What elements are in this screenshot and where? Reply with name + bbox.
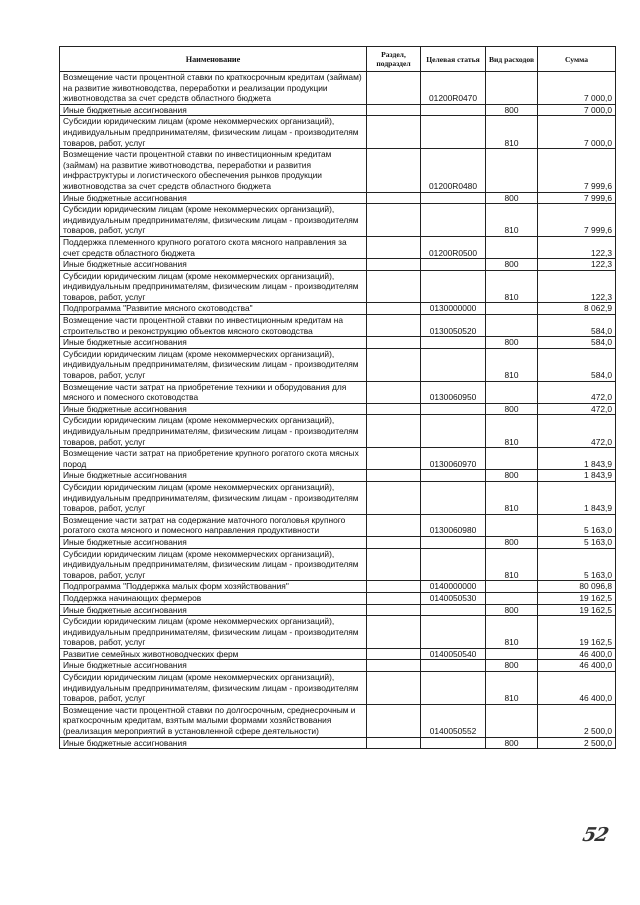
row-expense-type: 810 [486,348,538,381]
row-section [367,536,421,548]
row-amount: 7 999,6 [538,149,616,192]
row-target [421,192,486,204]
row-target [421,604,486,616]
row-expense-type: 810 [486,672,538,705]
row-name: Иные бюджетные ассигнования [60,259,367,271]
table-row [60,116,616,149]
row-name: Иные бюджетные ассигнования [60,337,367,349]
row-target: 01200R0480 [421,149,486,192]
row-section [367,315,421,337]
row-amount: 5 163,0 [538,514,616,536]
table-row [60,381,616,403]
row-name: Иные бюджетные ассигнования [60,660,367,672]
row-amount: 7 000,0 [538,72,616,105]
row-target [421,672,486,705]
row-target [421,259,486,271]
row-expense-type [486,303,538,315]
row-target [421,536,486,548]
row-name: Субсидии юридическим лицам (кроме некоммерческих организаций), индивидуальным предпринимателям, физическим лицам - производителям товаров, работ, услуг [60,548,367,581]
table-row [60,149,616,192]
table-row [60,303,616,315]
table-row [60,104,616,116]
row-target [421,270,486,303]
row-name: Иные бюджетные ассигнования [60,104,367,116]
row-section [367,149,421,192]
row-expense-type: 800 [486,192,538,204]
row-expense-type: 810 [486,204,538,237]
row-expense-type: 810 [486,116,538,149]
row-section [367,259,421,271]
row-name: Субсидии юридическим лицам (кроме некоммерческих организаций), индивидуальным предпринимателям, физическим лицам - производителям товаров, работ, услуг [60,204,367,237]
table-row [60,204,616,237]
row-target: 0130060980 [421,514,486,536]
table-body [60,72,616,749]
row-section [367,348,421,381]
table-row [60,403,616,415]
row-name: Иные бюджетные ассигнования [60,403,367,415]
table-row [60,481,616,514]
row-target [421,737,486,749]
budget-table [59,46,616,749]
table-row [60,536,616,548]
row-name: Возмещение части процентной ставки по инвестиционным кредитам на строительство и реконструкцию объектов мясного скотоводства [60,315,367,337]
row-expense-type: 800 [486,337,538,349]
row-target [421,415,486,448]
row-name: Иные бюджетные ассигнования [60,604,367,616]
row-amount: 7 999,6 [538,192,616,204]
row-target [421,616,486,649]
row-section [367,737,421,749]
row-amount: 584,0 [538,337,616,349]
row-amount: 2 500,0 [538,704,616,737]
header-row [60,47,616,72]
header-name: Наименование [60,47,367,72]
row-amount: 80 096,8 [538,581,616,593]
row-expense-type [486,315,538,337]
table-row [60,592,616,604]
row-section [367,548,421,581]
row-section [367,604,421,616]
row-section [367,204,421,237]
row-amount: 19 162,5 [538,592,616,604]
table-row [60,337,616,349]
row-expense-type [486,581,538,593]
row-expense-type: 800 [486,403,538,415]
row-amount: 2 500,0 [538,737,616,749]
row-section [367,236,421,258]
table-row [60,348,616,381]
row-target: 0140050552 [421,704,486,737]
table-row [60,415,616,448]
row-section [367,448,421,470]
row-name: Субсидии юридическим лицам (кроме некоммерческих организаций), индивидуальным предпринимателям, физическим лицам - производителям товаров, работ, услуг [60,116,367,149]
table-row [60,604,616,616]
row-section [367,403,421,415]
row-section [367,192,421,204]
row-section [367,337,421,349]
row-target [421,104,486,116]
row-section [367,581,421,593]
row-name: Возмещение части затрат на содержание маточного поголовья крупного рогатого скота мясного и помесного направления продуктивности [60,514,367,536]
row-section [367,672,421,705]
row-section [367,303,421,315]
row-name: Субсидии юридическим лицам (кроме некоммерческих организаций), индивидуальным предпринимателям, физическим лицам - производителям товаров, работ, услуг [60,616,367,649]
table-row [60,737,616,749]
table-row [60,660,616,672]
row-section [367,481,421,514]
row-name: Поддержка племенного крупного рогатого скота мясного направления за счет средств областного бюджета [60,236,367,258]
row-section [367,470,421,482]
row-section [367,116,421,149]
header-target: Целевая статья [421,47,486,72]
row-name: Иные бюджетные ассигнования [60,192,367,204]
row-name: Субсидии юридическим лицам (кроме некоммерческих организаций), индивидуальным предпринимателям, физическим лицам - производителям товаров, работ, услуг [60,270,367,303]
row-section [367,616,421,649]
row-amount: 584,0 [538,315,616,337]
row-amount: 5 163,0 [538,536,616,548]
row-amount: 46 400,0 [538,648,616,660]
row-target: 0130060950 [421,381,486,403]
row-target: 0140050540 [421,648,486,660]
row-amount: 122,3 [538,270,616,303]
row-expense-type: 810 [486,481,538,514]
table-row [60,270,616,303]
row-amount: 7 999,6 [538,204,616,237]
table-row [60,672,616,705]
row-section [367,104,421,116]
table-row [60,448,616,470]
row-expense-type: 800 [486,104,538,116]
row-expense-type: 800 [486,660,538,672]
row-amount: 46 400,0 [538,660,616,672]
page-number-handwritten: 52 [580,824,610,846]
row-section [367,592,421,604]
row-section [367,415,421,448]
row-name: Возмещение части затрат на приобретение техники и оборудования для мясного и помесного скотоводства [60,381,367,403]
row-name: Подпрограмма "Поддержка малых форм хозяйствования" [60,581,367,593]
row-name: Подпрограмма "Развитие мясного скотоводства" [60,303,367,315]
row-target [421,116,486,149]
row-section [367,270,421,303]
table-row [60,315,616,337]
row-target: 0140000000 [421,581,486,593]
row-target [421,204,486,237]
row-expense-type [486,592,538,604]
row-expense-type: 810 [486,616,538,649]
row-amount: 19 162,5 [538,616,616,649]
row-target [421,470,486,482]
row-target: 01200R0470 [421,72,486,105]
table-row [60,616,616,649]
row-amount: 1 843,9 [538,470,616,482]
row-amount: 472,0 [538,381,616,403]
row-amount: 122,3 [538,259,616,271]
row-target [421,481,486,514]
row-amount: 46 400,0 [538,672,616,705]
row-section [367,660,421,672]
row-name: Субсидии юридическим лицам (кроме некоммерческих организаций), индивидуальным предпринимателям, физическим лицам - производителям товаров, работ, услуг [60,348,367,381]
row-amount: 7 000,0 [538,104,616,116]
header-section: Раздел, подраздел [367,47,421,72]
row-target: 0130060970 [421,448,486,470]
row-expense-type [486,381,538,403]
header-expense-type: Вид расходов [486,47,538,72]
row-name: Возмещение части процентной ставки по инвестиционным кредитам (займам) на развитие животноводства, переработки и развития инфраструктуры и логистического обеспечения рынков продукции животноводства за счет средств областного бюджета [60,149,367,192]
table-row [60,236,616,258]
row-target: 0130050520 [421,315,486,337]
row-section [367,514,421,536]
row-section [367,704,421,737]
row-target [421,403,486,415]
row-expense-type: 800 [486,259,538,271]
row-target [421,660,486,672]
table-row [60,548,616,581]
row-name: Возмещение части затрат на приобретение крупного рогатого скота мясных пород [60,448,367,470]
row-amount: 1 843,9 [538,448,616,470]
row-expense-type: 800 [486,470,538,482]
row-expense-type [486,448,538,470]
table-row [60,259,616,271]
row-name: Иные бюджетные ассигнования [60,470,367,482]
row-expense-type: 810 [486,415,538,448]
row-target [421,348,486,381]
row-name: Иные бюджетные ассигнования [60,737,367,749]
row-name: Субсидии юридическим лицам (кроме некоммерческих организаций), индивидуальным предпринимателям, физическим лицам - производителям товаров, работ, услуг [60,415,367,448]
row-amount: 19 162,5 [538,604,616,616]
row-name: Возмещение части процентной ставки по краткосрочным кредитам (займам) на развитие животноводства, переработки и реализации продукции животноводства за счет средств областного бюджета [60,72,367,105]
row-expense-type [486,149,538,192]
row-target: 0130000000 [421,303,486,315]
row-amount: 7 000,0 [538,116,616,149]
row-name: Субсидии юридическим лицам (кроме некоммерческих организаций), индивидуальным предпринимателям, физическим лицам - производителям товаров, работ, услуг [60,481,367,514]
row-name: Иные бюджетные ассигнования [60,536,367,548]
table-row [60,470,616,482]
row-target [421,337,486,349]
row-expense-type [486,72,538,105]
row-amount: 472,0 [538,403,616,415]
header-amount: Сумма [538,47,616,72]
row-name: Развитие семейных животноводческих ферм [60,648,367,660]
row-expense-type: 800 [486,737,538,749]
row-target: 01200R0500 [421,236,486,258]
row-expense-type [486,236,538,258]
row-expense-type [486,648,538,660]
table-row [60,72,616,105]
row-amount: 584,0 [538,348,616,381]
row-target: 0140050530 [421,592,486,604]
row-amount: 1 843,9 [538,481,616,514]
row-section [367,381,421,403]
row-amount: 8 062,9 [538,303,616,315]
table-row [60,514,616,536]
row-expense-type: 800 [486,604,538,616]
row-expense-type [486,514,538,536]
row-section [367,648,421,660]
row-section [367,72,421,105]
row-name: Субсидии юридическим лицам (кроме некоммерческих организаций), индивидуальным предпринимателям, физическим лицам - производителям товаров, работ, услуг [60,672,367,705]
table-row [60,192,616,204]
row-target [421,548,486,581]
row-expense-type: 810 [486,270,538,303]
row-expense-type: 800 [486,536,538,548]
row-expense-type: 810 [486,548,538,581]
row-name: Возмещение части процентной ставки по долгосрочным, среднесрочным и краткосрочным кредитам, взятым малыми формами хозяйствования (реализация мероприятий в установленной сфере деятельности) [60,704,367,737]
row-amount: 122,3 [538,236,616,258]
table-row [60,581,616,593]
row-amount: 5 163,0 [538,548,616,581]
table-row [60,704,616,737]
row-expense-type [486,704,538,737]
table-row [60,648,616,660]
row-amount: 472,0 [538,415,616,448]
row-name: Поддержка начинающих фермеров [60,592,367,604]
